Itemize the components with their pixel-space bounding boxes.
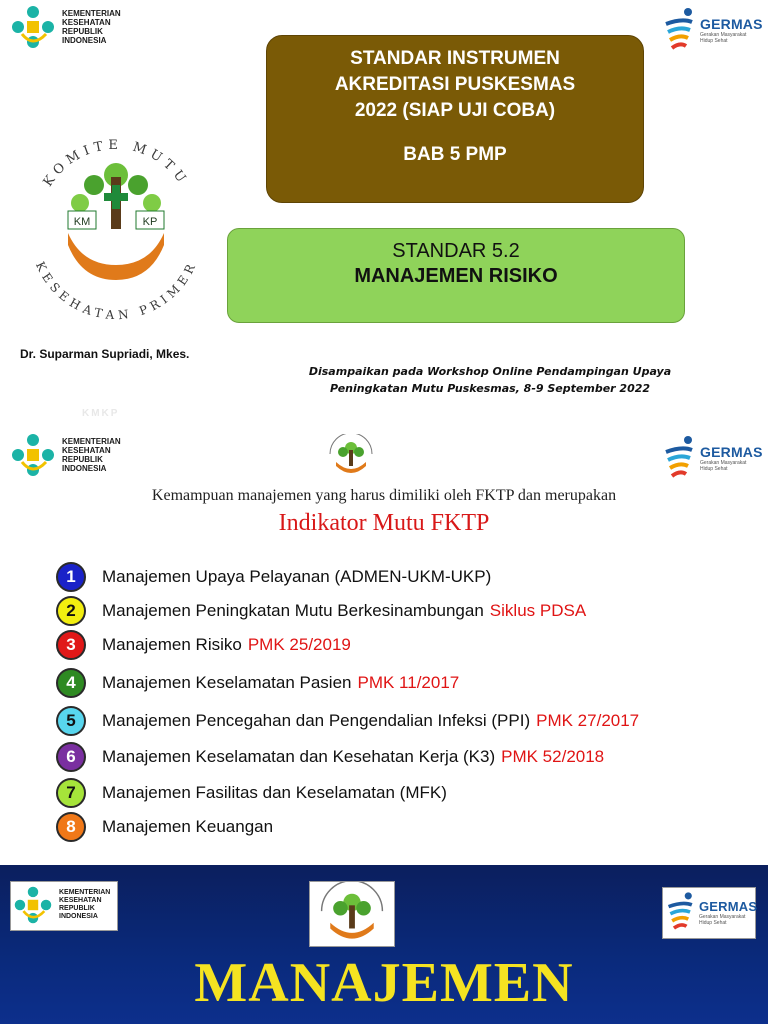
germas-logo-card [662,887,756,939]
germas-sub: Gerakan Masyarakat [700,32,747,38]
kemenkes-line: KEMENTERIAN [62,9,121,18]
list-item [56,740,604,774]
germas-name: GERMAS [700,444,763,460]
item-reference: PMK 52/2018 [501,747,605,766]
komite-mutu-emblem-icon [10,115,222,337]
kemenkes-logo-card [10,881,118,931]
slide-cover [0,0,768,420]
kemenkes-line: KESEHATAN [59,897,102,904]
item-number: 5 [66,711,76,730]
item-label: Manajemen Upaya Pelayanan (ADMEN-UKM-UKP) [102,567,492,586]
author-name: Dr. Suparman Supriadi, Mkes. [20,347,190,361]
item-reference: PMK 25/2019 [247,635,351,654]
item-number: 3 [66,635,76,654]
list-item [56,666,459,700]
germas-name: GERMAS [700,16,763,32]
intro-text: Kemampuan manajemen yang harus dimiliki oleh FKTP dan merupakan [151,487,617,504]
item-number-badge [56,630,86,660]
item-label: Manajemen Keuangan [102,817,274,836]
kemenkes-emblem-icon [13,884,53,926]
slide-indicators [0,420,768,865]
item-number-badge [56,778,86,808]
komite-top-text: KOMITE MUTU [40,137,192,190]
kemenkes-line: INDONESIA [62,36,107,45]
item-number-badge [56,706,86,736]
standard-name: MANAJEMEN RISIKO [354,265,558,287]
item-reference: PMK 27/2017 [536,711,640,730]
presented-at [270,363,710,397]
list-item [56,560,491,594]
kemenkes-line: REPUBLIK [62,455,103,464]
germas-sub: Hidup Sehat [699,919,727,926]
item-reference: PMK 11/2017 [357,673,460,692]
komite-mutu-logo [10,115,222,337]
presented-line: Peningkatan Mutu Puskesmas, 8-9 September 2022 [329,382,651,395]
kemenkes-line: KEMENTERIAN [62,437,121,446]
title-line: AKREDITASI PUSKESMAS [334,74,576,95]
germas-sub: Gerakan Masyarakat [699,913,746,920]
kemenkes-line: REPUBLIK [59,905,95,912]
item-number: 4 [66,673,76,692]
kemenkes-line: REPUBLIK [62,27,103,36]
item-reference: Siklus PDSA [489,601,587,620]
item-label: Manajemen Keselamatan dan Kesehatan Kerja (K3) [102,747,496,766]
km-text: KM [73,216,91,228]
kemenkes-line: KESEHATAN [62,18,111,27]
germas-sub: Gerakan Masyarakat [700,460,747,466]
title-box [266,35,644,203]
indicator-heading: Indikator Mutu FKTP [278,510,490,536]
item-number: 6 [66,747,76,766]
item-number-badge [56,812,86,842]
kemenkes-line: KEMENTERIAN [59,889,111,896]
chapter-label: BAB 5 PMP [403,144,507,165]
item-label: Manajemen Risiko [102,635,242,654]
item-number-badge [56,668,86,698]
item-number-badge [56,562,86,592]
item-number-badge [56,596,86,626]
item-number: 2 [66,601,76,620]
kemenkes-emblem-icon [10,4,56,50]
germas-logo [665,890,757,934]
germas-figure-icon [665,890,699,934]
kp-text: KP [142,216,158,228]
germas-name: GERMAS [699,898,758,914]
list-item [56,776,447,810]
list-item [56,810,273,844]
item-number-badge [56,742,86,772]
standard-box [227,228,685,323]
list-item [56,704,639,738]
komite-mutu-logo-card [309,881,395,947]
item-label: Manajemen Pencegahan dan Pengendalian Infeksi (PPI) [102,711,531,730]
indicator-list [0,420,768,865]
item-number: 1 [66,567,76,586]
list-item [56,628,351,662]
slide-title: MANAJEMEN [194,952,574,1014]
standard-number: STANDAR 5.2 [392,240,520,262]
title-line: STANDAR INSTRUMEN [350,48,560,69]
germas-logo [662,6,763,54]
kemenkes-line: KESEHATAN [62,446,111,455]
kemenkes-line: INDONESIA [59,913,98,920]
germas-sub: Hidup Sehat [700,466,728,472]
kemenkes-logo [10,4,124,50]
item-number: 8 [66,817,76,836]
komite-bottom-text: KESEHATAN PRIMER [32,259,200,323]
germas-figure-icon [662,6,700,54]
item-number: 7 [66,783,76,802]
slide-manajemen [0,865,768,1024]
kemenkes-logo [13,884,117,926]
item-label: Manajemen Peningkatan Mutu Berkesinambungan [102,601,484,620]
item-label: Manajemen Keselamatan Pasien [102,673,352,692]
list-item [56,594,586,628]
kemenkes-line: INDONESIA [62,464,107,473]
presented-line: Disampaikan pada Workshop Online Pendampingan Upaya [308,365,672,378]
title-line: 2022 (SIAP UJI COBA) [354,100,556,121]
item-label: Manajemen Fasilitas dan Keselamatan (MFK) [102,783,447,802]
komite-mutu-emblem-icon [310,882,394,946]
germas-sub: Hidup Sehat [700,38,728,44]
faint-watermark: KMKP [82,408,120,419]
